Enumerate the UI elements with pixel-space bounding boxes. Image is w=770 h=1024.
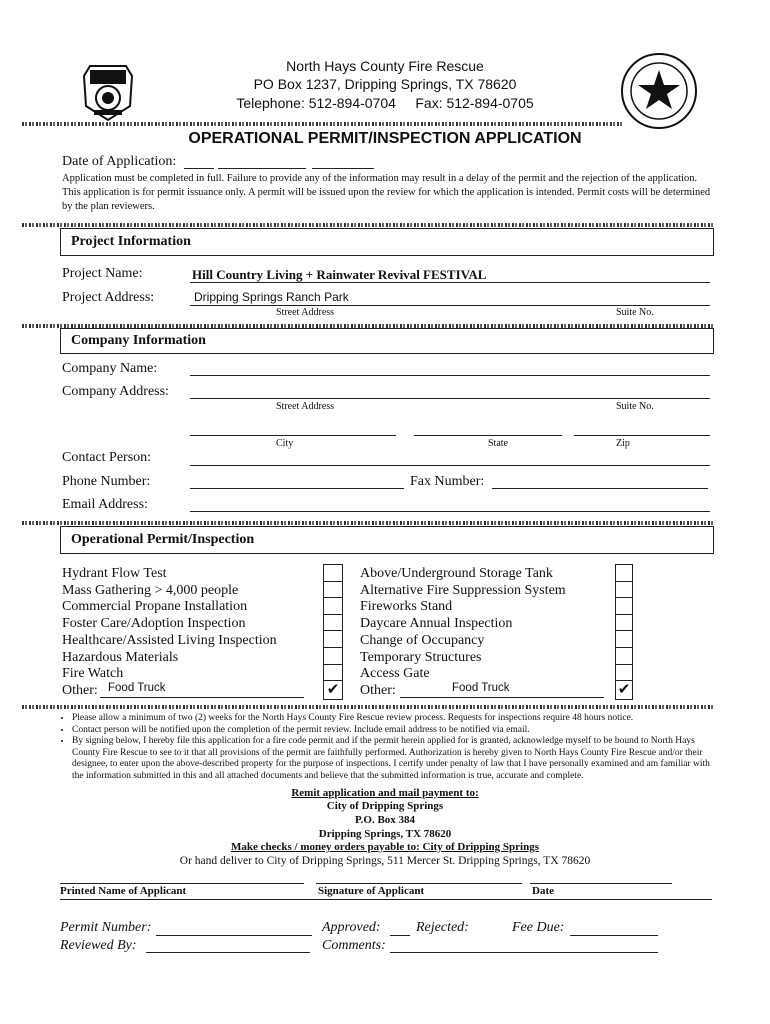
right-other-field[interactable] bbox=[400, 697, 604, 698]
company-name-field[interactable] bbox=[190, 375, 710, 376]
right-checkbox-column bbox=[615, 564, 633, 700]
left-other-value[interactable]: Food Truck bbox=[108, 682, 166, 694]
notes-divider bbox=[22, 705, 714, 709]
checkbox-left-other[interactable] bbox=[324, 681, 342, 698]
telephone: Telephone: 512-894-0704 bbox=[236, 95, 396, 111]
checkbox-temporary-structures[interactable] bbox=[616, 648, 632, 665]
reviewed-by-field[interactable] bbox=[146, 952, 310, 953]
checkbox-hazardous-materials[interactable] bbox=[324, 648, 342, 665]
project-address-label: Project Address: bbox=[62, 290, 155, 305]
date-field-month[interactable] bbox=[184, 168, 214, 169]
company-section-title: Company Information bbox=[71, 333, 206, 348]
checkbox-change-of-occupancy[interactable] bbox=[616, 631, 632, 648]
permit-commercial-propane: Commercial Propane Installation bbox=[62, 599, 248, 615]
checkbox-fireworks-stand[interactable] bbox=[616, 598, 632, 615]
header-divider bbox=[22, 122, 622, 126]
remit-checks: Make checks / money orders payable to: City of Dripping Springs bbox=[231, 841, 539, 853]
signature-caption: Signature of Applicant bbox=[318, 885, 425, 897]
approved-label: Approved: bbox=[322, 920, 381, 935]
operational-section-title: Operational Permit/Inspection bbox=[71, 532, 255, 547]
left-other-check-mark: ✔ bbox=[326, 680, 340, 699]
right-other-check-mark: ✔ bbox=[617, 680, 631, 699]
permit-fireworks-stand: Fireworks Stand bbox=[360, 599, 453, 615]
date-field-year[interactable] bbox=[312, 168, 374, 169]
permit-change-of-occupancy: Change of Occupancy bbox=[360, 632, 485, 648]
company-name-label: Company Name: bbox=[62, 361, 158, 376]
checkbox-commercial-propane[interactable] bbox=[324, 598, 342, 615]
remit-heading: Remit application and mail payment to: bbox=[291, 787, 479, 799]
org-address: PO Box 1237, Dripping Springs, TX 78620 bbox=[253, 76, 517, 92]
operational-divider bbox=[22, 521, 714, 525]
date-label: Date of Application: bbox=[62, 154, 177, 169]
fee-due-label: Fee Due: bbox=[512, 920, 565, 935]
company-state-field[interactable] bbox=[414, 435, 562, 436]
permit-temporary-structures: Temporary Structures bbox=[360, 649, 482, 665]
signature-field[interactable] bbox=[316, 883, 522, 884]
project-divider bbox=[22, 223, 714, 227]
form-title: OPERATIONAL PERMIT/INSPECTION APPLICATION bbox=[188, 130, 582, 147]
intro-text: Application must be completed in full. Failure to provide any of the information may result in a delay of the permit and the rejection of the application. This application is for permit issuance only. A permit will be issued upon the review for which the application is intended. Permit costs will be determined by the plan reviewers. bbox=[62, 173, 711, 212]
company-state-caption: State bbox=[488, 438, 508, 449]
checkbox-alt-fire-suppression[interactable] bbox=[616, 582, 632, 599]
permit-number-label: Permit Number: bbox=[60, 920, 152, 935]
org-phone-fax bbox=[0, 95, 770, 111]
company-zip-caption: Zip bbox=[616, 438, 630, 449]
permit-storage-tank: Above/Underground Storage Tank bbox=[360, 566, 553, 581]
contact-person-field[interactable] bbox=[190, 465, 710, 466]
project-name-field[interactable] bbox=[190, 282, 710, 283]
email-address-field[interactable] bbox=[190, 511, 710, 512]
left-permit-list bbox=[62, 566, 277, 700]
fax: Fax: 512-894-0705 bbox=[415, 95, 534, 111]
note-contact: • Contact person will be notified upon the completion of the permit review. Include email address to be notified via email. bbox=[72, 725, 712, 737]
permit-daycare-inspection: Daycare Annual Inspection bbox=[360, 616, 513, 632]
comments-field[interactable] bbox=[390, 952, 658, 953]
phone-number-label: Phone Number: bbox=[62, 474, 151, 489]
checkbox-fire-watch[interactable] bbox=[324, 665, 342, 682]
comments-label: Comments: bbox=[322, 938, 386, 953]
date-signed-caption: Date bbox=[532, 885, 554, 897]
company-address-label: Company Address: bbox=[62, 384, 169, 399]
company-street-caption: Street Address bbox=[276, 401, 335, 412]
fee-due-field[interactable] bbox=[570, 935, 658, 936]
operational-section-header bbox=[60, 526, 714, 554]
fax-number-label: Fax Number: bbox=[410, 474, 485, 489]
project-address-value[interactable]: Dripping Springs Ranch Park bbox=[194, 290, 349, 304]
company-suite-caption: Suite No. bbox=[616, 401, 654, 412]
contact-person-label: Contact Person: bbox=[62, 450, 152, 465]
right-other-value[interactable]: Food Truck bbox=[452, 682, 510, 694]
checkbox-storage-tank[interactable] bbox=[616, 565, 632, 582]
reviewed-by-label: Reviewed By: bbox=[60, 938, 137, 953]
project-street-caption: Street Address bbox=[276, 307, 335, 318]
printed-name-caption: Printed Name of Applicant bbox=[60, 885, 187, 897]
checkbox-daycare-inspection[interactable] bbox=[616, 615, 632, 632]
checkbox-mass-gathering[interactable] bbox=[324, 582, 342, 599]
approved-field[interactable] bbox=[390, 935, 410, 936]
permit-alt-fire-suppression: Alternative Fire Suppression System bbox=[360, 582, 566, 598]
rejected-label: Rejected: bbox=[416, 920, 469, 935]
permit-hazardous-materials: Hazardous Materials bbox=[62, 649, 179, 665]
checkbox-access-gate[interactable] bbox=[616, 665, 632, 682]
signature-bottom-rule bbox=[60, 899, 712, 900]
left-checkbox-column bbox=[323, 564, 343, 700]
permit-access-gate: Access Gate bbox=[360, 666, 430, 682]
permit-hydrant-flow-test: Hydrant Flow Test bbox=[62, 566, 167, 581]
project-section-header bbox=[60, 228, 714, 256]
note-review-time: • Please allow a minimum of two (2) weeks for the North Hays County Fire Rescue review process. Requests for inspections require 48 hours notice. bbox=[72, 713, 712, 725]
company-address-field[interactable] bbox=[190, 398, 710, 399]
right-other-label: Other: bbox=[360, 682, 396, 698]
left-other-label: Other: bbox=[62, 682, 98, 698]
company-zip-field[interactable] bbox=[574, 435, 710, 436]
checkbox-right-other[interactable] bbox=[616, 681, 632, 698]
remit-line2: P.O. Box 384 bbox=[354, 814, 416, 826]
right-permit-list bbox=[360, 566, 566, 700]
email-address-label: Email Address: bbox=[62, 497, 148, 512]
permit-fire-watch: Fire Watch bbox=[62, 666, 124, 682]
fax-number-field[interactable] bbox=[492, 488, 708, 489]
permit-mass-gathering: Mass Gathering > 4,000 people bbox=[62, 582, 239, 598]
company-city-caption: City bbox=[276, 438, 294, 449]
checkbox-healthcare[interactable] bbox=[324, 631, 342, 648]
project-address-field[interactable] bbox=[190, 305, 710, 306]
phone-number-field[interactable] bbox=[190, 488, 404, 489]
checkbox-hydrant-flow-test[interactable] bbox=[324, 565, 342, 582]
permit-foster-care: Foster Care/Adoption Inspection bbox=[62, 616, 246, 632]
date-signed-field[interactable] bbox=[530, 883, 672, 884]
left-other-field[interactable] bbox=[100, 697, 304, 698]
date-field-day[interactable] bbox=[218, 168, 306, 169]
project-name-value[interactable]: Hill Country Living + Rainwater Revival FESTIVAL bbox=[192, 267, 487, 282]
permit-number-field[interactable] bbox=[156, 935, 312, 936]
notes-list bbox=[62, 713, 712, 782]
project-suite-caption: Suite No. bbox=[616, 307, 654, 318]
project-section-title: Project Information bbox=[71, 234, 191, 249]
permit-healthcare: Healthcare/Assisted Living Inspection bbox=[62, 632, 277, 648]
remit-line3: Dripping Springs, TX 78620 bbox=[318, 828, 452, 840]
project-name-label: Project Name: bbox=[62, 266, 143, 281]
remit-hand-deliver: Or hand deliver to City of Dripping Springs, 511 Mercer St. Dripping Springs, TX 78620 bbox=[179, 855, 591, 867]
checkbox-foster-care[interactable] bbox=[324, 615, 342, 632]
company-section-header bbox=[60, 328, 714, 354]
note-certification: • By signing below, I hereby file this application for a fire code permit and if the permit herein applied for is granted, acknowledge myself to be bound to North Hays County Fire Rescue to see to it that all provisions of the permit are faithfully performed. Authorization is hereby given to North Hays County Fire Rescue and/or their designee, to enter upon the above-described property for the purpose of inspections. I certify under penalty of law that I have personally examined and am familiar with the information submitted in this and all attached documents and believe that the submitted information is true, accurate and complete. bbox=[72, 736, 712, 782]
printed-name-field[interactable] bbox=[60, 883, 304, 884]
remit-line1: City of Dripping Springs bbox=[326, 800, 444, 812]
company-city-field[interactable] bbox=[190, 435, 396, 436]
org-name: North Hays County Fire Rescue bbox=[286, 58, 484, 74]
